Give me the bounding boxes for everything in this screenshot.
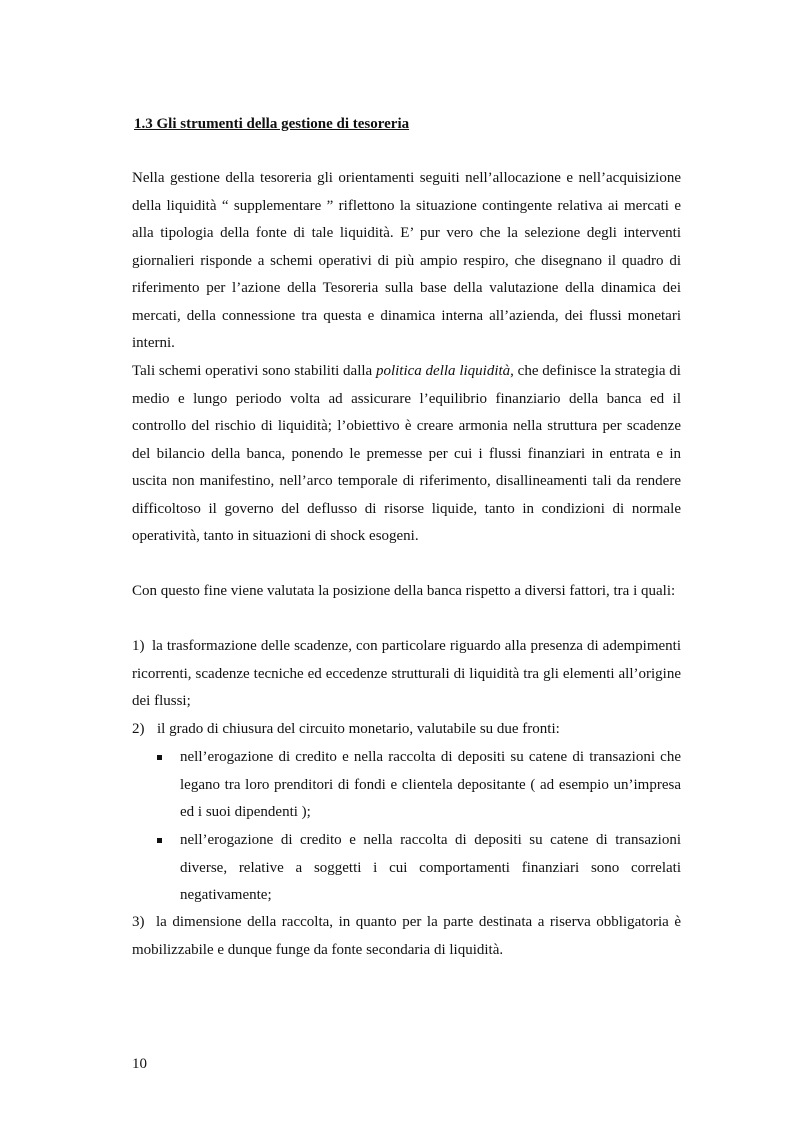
paragraph-liquidity-policy (132, 358, 681, 551)
list-number: 1) (132, 638, 145, 654)
bullet-text: nell’erogazione di credito e nella raccolta di depositi su catene di transazioni diverse, relative a soggetti i cui comportamenti finanziari sono correlati negativamente; (180, 832, 681, 903)
bullet-item (132, 744, 681, 827)
paragraph-intro: Nella gestione della tesoreria gli orientamenti seguiti nell’allocazione e nell’acquisizione della liquidità “ supplementare ” riflettono la situazione contingente relativa ai mercati e alla tipologia della fonte di tale liquidità. E’ pur vero che la selezione degli interventi giornalieri risponde a schemi operativi di più ampio respiro, che disegnano il quadro di riferimento per l’azione della Tesoreria sulla base della valutazione della dinamica dei mercati, della connessione tra questa e dinamica interna all’azienda, dei flussi monetari interni. (132, 170, 681, 351)
list-number: 2) (132, 721, 145, 737)
list-item (132, 909, 681, 964)
list-text: la trasformazione delle scadenze, con particolare riguardo alla presenza di adempimenti ricorrenti, scadenze tecniche ed eccedenze strutturali di liquidità tra gli elementi all’origine dei flussi; (132, 638, 681, 709)
square-bullet-icon (157, 838, 162, 843)
section-heading: 1.3 Gli strumenti della gestione di tesoreria (134, 116, 410, 132)
list-item (132, 716, 681, 744)
square-bullet-icon (157, 755, 162, 760)
paragraph-text-after: , che definisce la strategia di medio e lungo periodo volta ad assicurare l’equilibrio finanziario della banca ed il controllo del rischio di liquidità; l’obiettivo è creare armonia nella struttura per scadenze del bilancio della banca, ponendo le premesse per cui i flussi finanziari in entrata e in uscita non manifestino, nell’arco temporale di riferimento, disallineamenti tali da rendere difficoltoso il governo del deflusso di risorse liquide, tanto in condizioni di normale operatività, tanto in situazioni di shock esogeni. (132, 363, 681, 544)
list-text: il grado di chiusura del circuito monetario, valutabile su due fronti: (157, 721, 560, 737)
list-text: la dimensione della raccolta, in quanto per la parte destinata a riserva obbligatoria è mobilizzabile e dunque funge da fonte secondaria di liquidità. (132, 914, 681, 958)
page-number: 10 (132, 1056, 147, 1072)
bullet-text: nell’erogazione di credito e nella raccolta di depositi su catene di transazioni che legano tra loro prenditori di fondi e clientela depositante ( ad esempio un’impresa ed i suoi dipendenti ); (180, 749, 681, 820)
paragraph-factors-intro: Con questo fine viene valutata la posizione della banca rispetto a diversi fattori, tra i quali: (132, 583, 676, 599)
bullet-item (132, 827, 681, 910)
list-number: 3) (132, 914, 145, 930)
emphasis-term: politica della liquidità (375, 363, 511, 379)
list-item (132, 633, 681, 716)
paragraph-text-before: Tali schemi operativi sono stabiliti dalla (132, 363, 376, 379)
